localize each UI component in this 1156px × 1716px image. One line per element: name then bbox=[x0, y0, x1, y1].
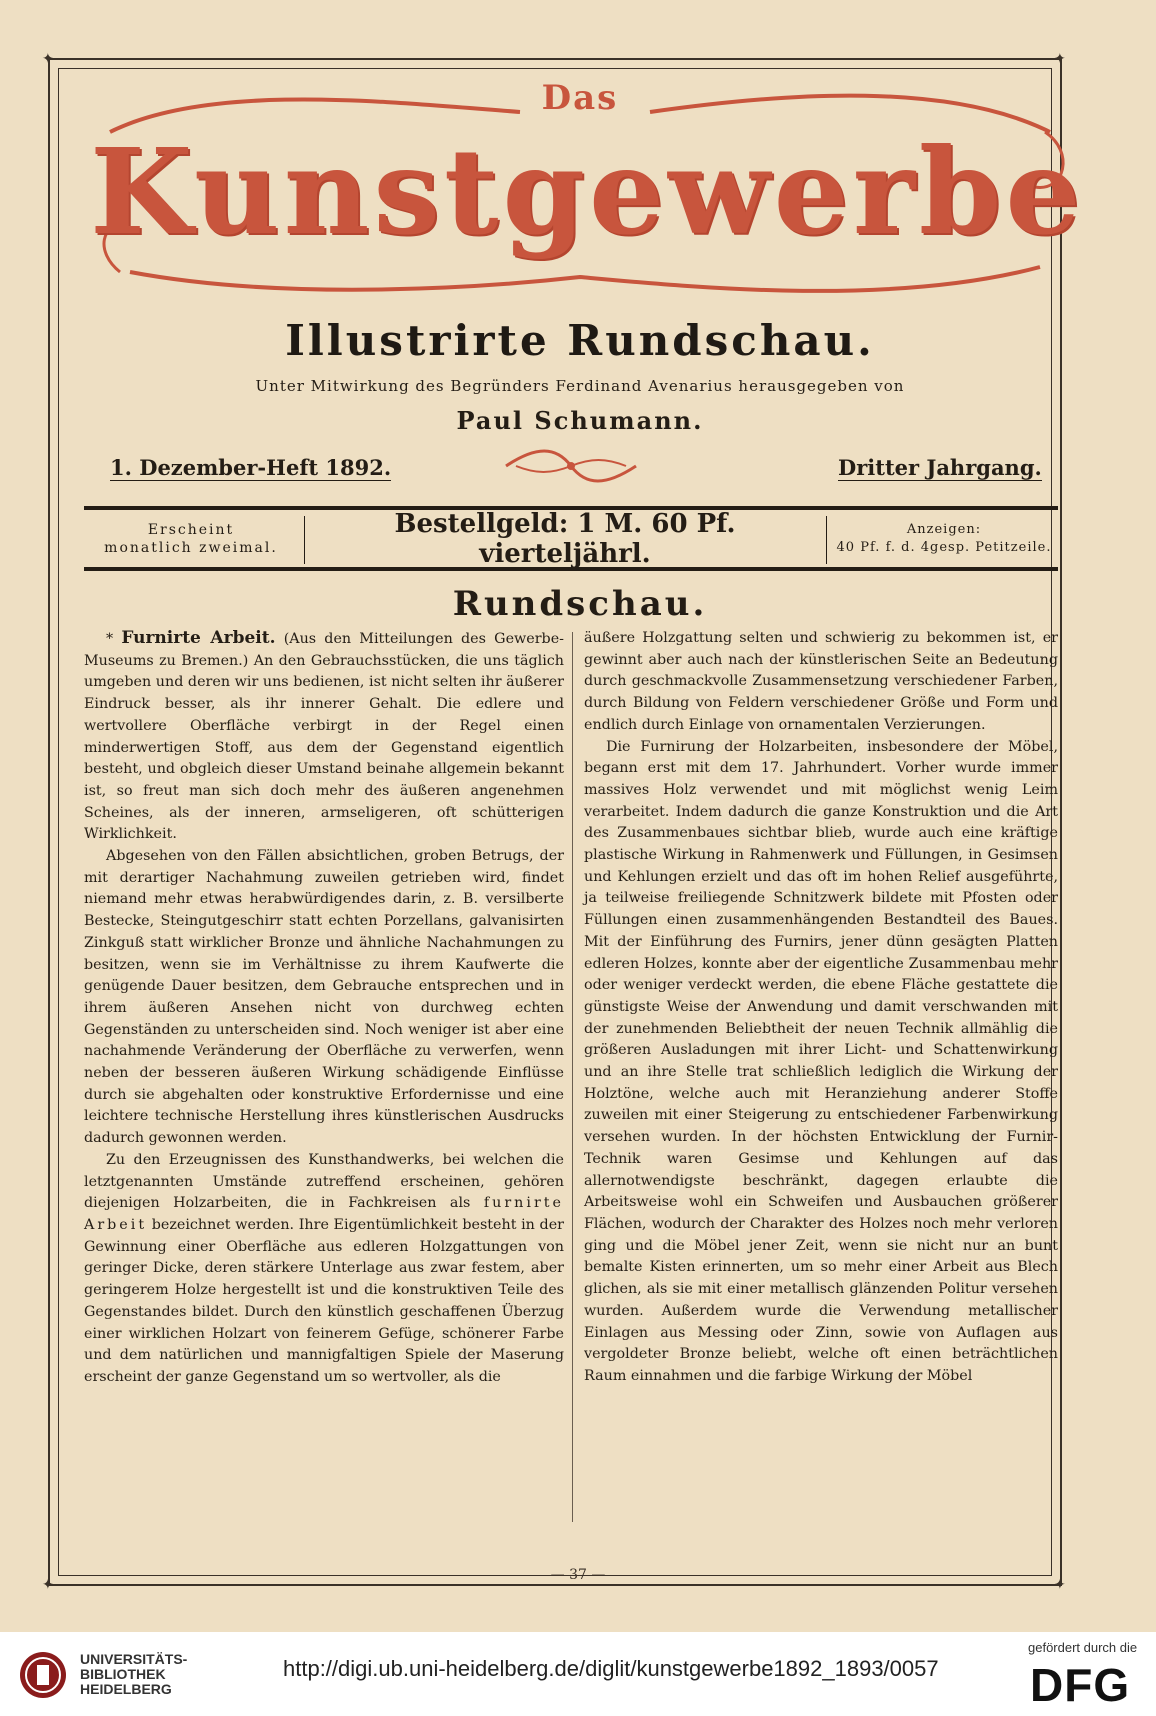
issue-date: 1. Dezember-Heft 1892. bbox=[110, 455, 392, 480]
price-box bbox=[310, 509, 820, 569]
footer-bar bbox=[0, 1632, 1156, 1716]
editors-line: Unter Mitwirkung des Begründers Ferdinand Avenarius herausgegeben von bbox=[255, 377, 905, 395]
paragraph-text: (Aus den Mitteilungen des Gewerbe-Museums zu Bremen.) An den Gebrauchsstücken, die uns täglich umgeben und deren wir uns bedienen, ist nicht selten ihr äußerer Eindruck besser, als ihr innerer Gehalt. Die edlere und wertvollere Oberfläche verbirgt in der Regel einen minderwertigen Stoff, aus dem der Gegenstand eigentlich besteht, und obgleich dieser Umstand beinahe allgemein bekannt ist, so freut man sich doch mehr des äußeren angenehmen Scheines, als der inneren, armseligeren, oft schütterigen Wirklichkeit. bbox=[84, 631, 565, 843]
article-lead-title: Furnirte Arbeit. bbox=[121, 628, 276, 648]
ads-line1: Anzeigen: bbox=[906, 522, 982, 537]
corner-ornament-icon: ✦ bbox=[1054, 51, 1066, 67]
box-divider bbox=[826, 516, 827, 564]
scroll-ornament-svg bbox=[496, 444, 646, 488]
publication-subtitle: Illustrirte Rundschau. bbox=[285, 316, 875, 365]
paragraph bbox=[84, 628, 564, 846]
ads-line2: 40 Pf. f. d. 4gesp. Petitzeile. bbox=[836, 540, 1052, 555]
frequency-line2: monatlich zweimal. bbox=[104, 540, 278, 556]
column-divider bbox=[572, 632, 573, 1522]
rule-bottom bbox=[84, 567, 1058, 571]
paragraph: Abgesehen von den Fällen absichtlichen, groben Betrugs, der mit derartiger Nachahmung zuweilen getrieben wird, findet niemand mehr etwas herabwürdigendes darin, z. B. versilberte Bestecke, Steingutgeschirr statt echten Porzellans, galvanisirten Zinkguß statt wirklicher Bronze und ähnliche Nachahmungen zu besitzen, wenn sie im Verhältnisse zu ihrem Kaufwerte die genügende Dauer besitzen, dem Gebrauche entsprechen und in ihrem äußeren Ansehen nicht von durchweg echten Gegenständen zu unterscheiden sind. Noch weniger ist aber eine nachahmende Veränderung der Oberfläche zu verwerfen, wenn neben der besseren äußeren Wirkung schädigende Einflüsse durch sie abgehalten oder konstruktive Erfordernisse und eine leichtere technische Herstellung ihres künstlerischen Ausdrucks dadurch gewonnen werden. bbox=[84, 848, 564, 1147]
section-title: Rundschau. bbox=[452, 584, 708, 624]
source-url-link[interactable]: http://digi.ub.uni-heidelberg.de/diglit/kunstgewerbe1892_1893/0057 bbox=[283, 1656, 939, 1681]
article-column-left bbox=[84, 628, 564, 1389]
emphasis-term: furnirte Arbeit bbox=[84, 1195, 564, 1233]
paragraph: äußere Holzgattung selten und schwierig zu bekommen ist, er gewinnt aber auch nach der künstlerischen Seite an Bedeutung durch geschmackvolle Zusammensetzung verschiedener Farben, durch Bildung von Feldern verschiedener Größe und Form und endlich durch Einlage von ornamentalen Verzierungen. bbox=[584, 630, 1058, 733]
funding-label: gefördert durch die bbox=[1028, 1640, 1138, 1655]
lead-marker: * bbox=[106, 631, 114, 647]
box-divider bbox=[304, 516, 305, 564]
corner-ornament-icon: ✦ bbox=[42, 1577, 54, 1593]
masthead-title: Kunstgewerbe bbox=[90, 122, 1085, 261]
university-line2: BIBLIOTHEK bbox=[80, 1666, 166, 1682]
university-name bbox=[80, 1652, 187, 1697]
frequency-box bbox=[84, 514, 298, 564]
university-seal-icon bbox=[18, 1650, 68, 1700]
page-number: — 37 — bbox=[550, 1567, 606, 1583]
masthead-article: Das bbox=[541, 78, 619, 118]
ads-box bbox=[830, 514, 1058, 564]
volume-year: Dritter Jahrgang. bbox=[838, 455, 1042, 480]
paragraph: Die Furnirung der Holzarbeiten, insbesondere der Möbel, begann erst mit dem 17. Jahrhundert. Vorher wurde immer massives Holz verwendet und mit möglichst wenig Leim verarbeitet. Indem dadurch die ganze Konstruktion und die Art des Zusammenbaues sichtbar blieb, wurde auch eine kräftige plastische Wirkung in Rahmenwerk und Füllungen, in Gesimsen und Kehlungen erzielt und das oft im hohen Relief ausgeführte, ja teilweise freiliegende Schnitzwerk bildete mit Pfosten oder Füllungen einen zusammenhängenden Bestandteil des Baues. Mit der Einführung des Furnirs, jener dünn gesägten Platten edleren Holzes, konnte aber der eigentliche Zusammenbau mehr oder weniger verdeckt werden, die ebene Fläche gestattete die günstigste Weise der Anwendung und damit verschwanden mit der zunehmenden Beliebtheit der neuen Technik allmählig die größeren Ausladungen mit ihrer Licht- und Schattenwirkung und an ihre Stelle trat schließlich lediglich die Wirkung der Holztöne, welche auch mit Heranziehung anderer Stoffe zuweilen mit einer Steigerung zu entschiedener Farbenwirkung versehen wurden. In der höchsten Entwicklung der Furnir-Technik waren Gesimse und Kehlungen auf das allernotwendigste beschränkt, dagegen erlaubte die Arbeitsweise wohl ein Schweifen und Ausbauchen größerer Flächen, wodurch der Charakter des Holzes noch mehr verloren ging und die Möbel jener Zeit, wenn sie nicht nur an bunt bemalte Kisten erinnerten, um so mehr einer Arbeit aus Blech glichen, als sie mit einer metallisch glänzenden Politur versehen wurden. Außerdem wurde die Verwendung metallischer Einlagen aus Messing oder Zinn, sowie von Auflagen aus vergoldeter Bronze beliebt, welche oft einen beträchtlichen Raum einnahmen und die farbige Wirkung der Möbel bbox=[584, 738, 1058, 1384]
corner-ornament-icon: ✦ bbox=[42, 51, 54, 67]
university-line1: UNIVERSITÄTS- bbox=[80, 1651, 188, 1667]
subscription-price: Bestellgeld: 1 M. 60 Pf. vierteljährl. bbox=[394, 509, 736, 569]
article-column-right bbox=[584, 628, 1058, 1388]
editor-name: Paul Schumann. bbox=[456, 406, 704, 435]
dfg-logo: DFG bbox=[1030, 1659, 1131, 1711]
paragraph bbox=[84, 1150, 564, 1389]
university-line3: HEIDELBERG bbox=[80, 1681, 172, 1697]
corner-ornament-icon: ✦ bbox=[1054, 1577, 1066, 1593]
scroll-ornament-icon bbox=[496, 444, 646, 495]
frequency-line1: Erscheint bbox=[147, 522, 235, 538]
masthead-logo bbox=[90, 72, 1085, 322]
paragraph-text: bezeichnet werden. Ihre Eigentümlichkeit besteht in der Gewinnung einer Oberfläche aus edleren Holzgattungen von geringer Dicke, deren stärkere Unterlage aus zwar festem, aber geringerem Holze hergestellt ist und die konstruktiven Teile des Gegenstandes bildet. Durch den künstlich geschaffenen Überzug einer wirklichen Holzart von feinerem Gefüge, schönerer Farbe und dem natürlichen und mannigfaltigen Spiele der Maserung erscheint der ganze Gegenstand um so wertvoller, als die bbox=[84, 1216, 564, 1385]
paragraph-text: Zu den Erzeugnissen des Kunsthandwerks, bei welchen die letztgenannten Umstände zutreffend erscheinen, gehören diejenigen Holzarbeiten, die in Fachkreisen als bbox=[84, 1151, 564, 1212]
